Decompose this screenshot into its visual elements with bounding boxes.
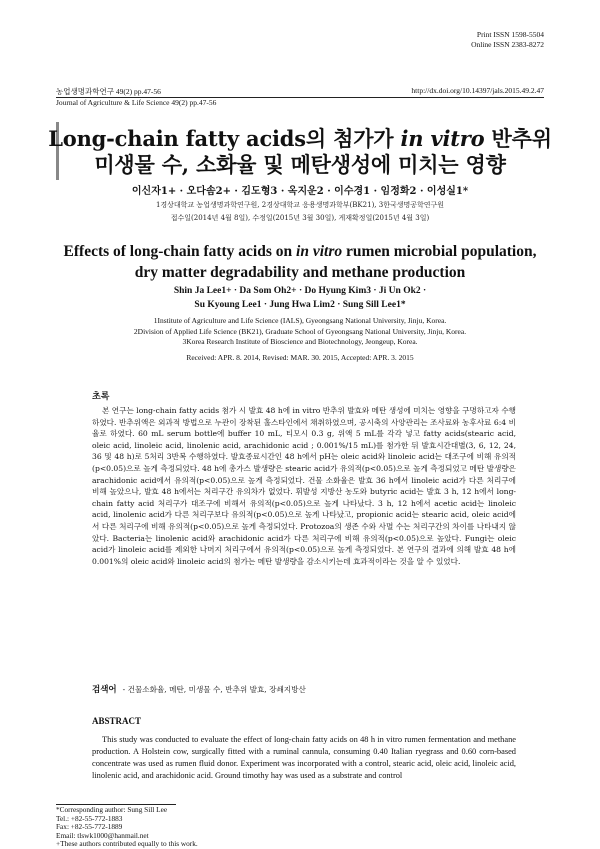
journal-header-line bbox=[56, 86, 544, 97]
online-issn: Online ISSN 2383-8272 bbox=[471, 40, 544, 49]
english-title-line2: dry matter degradability and methane production bbox=[134, 264, 466, 281]
korean-dates-line: 접수일(2014년 4월 8일), 수정일(2015년 3월 30일), 게재확정일(2015년 4월 3일) bbox=[170, 214, 430, 222]
footnote-email[interactable]: Email: tlswk1000@hanmail.net bbox=[56, 830, 149, 840]
footnote-corresponding: *Corresponding author: Sung Sill Lee bbox=[56, 805, 168, 814]
english-affiliation-2: 2Division of Applied Life Science (BK21), Graduate School of Gyeongsang National University, Jinju, Korea. bbox=[133, 326, 467, 336]
english-affiliation-1: 1Institute of Agriculture and Life Science (IALS), Gyeongsang National University, Jinju, Korea. bbox=[153, 316, 447, 325]
english-abstract-body: This study was conducted to evaluate the effect of long-chain fatty acids on 48 h in vitro rumen fermentation and methane production. A Holstein cow, surgically fitted with a ruminal cannula, consuming 0.40 Italian ryegrass and 0.60 corn-based concentrate was used as rumen fluid donor. Experiment was incorporated with a control, stearic acid, oleic acid, linoleic acid, linolenic acid, and arachidonic acid. Ground timothy hay was used as a substrate and control bbox=[92, 735, 516, 780]
keywords-label: 검색어 bbox=[92, 685, 117, 695]
korean-authors: 이신자1+ · 오다솜2+ · 김도형3 · 옥지운2 · 이수경1 · 임정화2 · 이성실1* bbox=[131, 186, 469, 197]
english-authors-line1: Shin Ja Lee1+ · Da Som Oh2+ · Do Hyung Kim3 · Ji Un Ok2 · bbox=[173, 286, 427, 296]
footnote-fax: Fax: +82-55-772-1889 bbox=[56, 822, 123, 832]
english-affiliation-3: 3Korea Research Institute of Bioscience and Biotechnology, Jeongeup, Korea. bbox=[182, 337, 418, 346]
korean-title-line2: 미생물 수, 소화율 및 메탄생성에 미치는 영향 bbox=[94, 152, 506, 177]
korean-title-line1-a: Long-chain fatty acids의 첨가가 bbox=[48, 126, 401, 151]
korean-abstract-body: 본 연구는 long-chain fatty acids 첨가 시 발효 48 h에 in vitro 반추위 발효와 메탄 생성에 미치는 영향을 구명하고자 수행하였다. 반추위액은 외과적 방법으로 누관이 장착된 홀스타인에서 채취하였으며, 공시축의 사양관리는 조사료와 농후사료 6:4 비율로 하였다. 60 mL serum bottle에 buffer 10 mL, 티모시 0.3 g, 위액 5 mL를 각각 넣고 fatty acids(stearic acid, oleic acid, linoleic acid, linolenic acid, arachidonic acid ; 0.001%/15 mL)를 첨가한 뒤 발효시간대별(3, 6, 12, 24, 36 및 48 h)로 5처리 3반복 수행하였다. 발효종료시간인 48 h에서 pH는 oleic acid와 linoleic acid는 대조구에 비해 유의적(p<0.05)으로 높게 측정되었다. 48 h에 총가스 발생량은 stearic acid가 유의적(p<0.05)으로 높게 측정되었고 메탄 발생량은 arachidonic acid에서 유의적(p<0.05)으로 높게 측정되었다. 건물 소화율은 발효 36 h에서 linoleic acid가 다른 처리구에 비해 높았으나, 발효 48 h에서는 처리구간 유의차가 없었다. 휘발성 지방산 농도와 butyric acid는 발효 3 h, 12 h에서 long-chain fatty acid 처리구가 대조구에 비해서 유의적(p<0.05)으로 높게 나타났다. 3 h, 12 h에서 acetic acid는 linoleic acid, linolenic acid가 다른 처리구보다 유의적(p<0.05)으로 높게 나타났고, propionic acid는 stearic acid, oleic acid에서 다른 처리구에 비해 유의적(p<0.05)으로 높게 측정되었다. Protozoa의 생존 수와 사멸 수는 처리구간의 차이를 나타내지 않았다. Bacteria는 linolenic acid와 arachidonic acid가 다른 처리구에 비해 유의적(p<0.05)으로 높았다. Fungi는 oleic acid가 linoleic acid를 제외한 나머지 처리구에서 유의적(p<0.05)으로 높게 측정되었다. 본 연구의 결과에 의해 발효 48 h에 0.001%의 oleic acid와 linoleic acid의 첨가는 메탄 발생량을 감소시키는데 효과적이라는 것을 알 수 있었다. bbox=[92, 406, 516, 566]
english-affiliations bbox=[0, 316, 600, 348]
doi-link[interactable]: http://dx.doi.org/10.14397/jals.2015.49.2.47 bbox=[411, 86, 544, 95]
english-title-italic: in vitro bbox=[296, 243, 343, 260]
korean-affiliations bbox=[0, 199, 600, 225]
keywords-list: - 건물소화율, 메탄, 미생물 수, 반추위 발효, 장쇄지방산 bbox=[122, 685, 306, 694]
footnote-equal-contribution: +These authors contributed equally to this work. bbox=[56, 839, 198, 849]
english-abstract-heading: ABSTRACT bbox=[92, 716, 142, 726]
journal-ko: 농업생명과학연구 49(2) pp.47-56 bbox=[56, 87, 161, 96]
korean-title bbox=[0, 126, 600, 178]
issn-block bbox=[471, 30, 544, 50]
footnotes bbox=[56, 806, 198, 849]
english-authors-line2: Su Kyoung Lee1 · Jung Hwa Lim2 · Sung Sill Lee1* bbox=[194, 300, 406, 310]
korean-affiliation-line: 1경상대학교 농업생명과학연구원, 2경상대학교 응용생명과학부(BK21), 3한국생명공학연구원 bbox=[155, 201, 445, 209]
english-title-line1-a: Effects of long-chain fatty acids on bbox=[63, 243, 297, 260]
korean-title-italic: in vitro bbox=[400, 126, 485, 151]
keywords-line bbox=[92, 683, 516, 695]
journal-en: Journal of Agriculture & Life Science 49(2) pp.47-56 bbox=[56, 98, 217, 107]
print-issn: Print ISSN 1598-5504 bbox=[476, 30, 544, 39]
korean-title-line1-b: 반추위 bbox=[484, 126, 552, 151]
english-title bbox=[0, 241, 600, 283]
footnote-tel: Tel.: +82-55-772-1883 bbox=[56, 813, 123, 823]
english-dates: Received: APR. 8. 2014, Revised: MAR. 30. 2015, Accepted: APR. 3. 2015 bbox=[186, 353, 414, 362]
english-authors bbox=[0, 284, 600, 312]
english-title-line1-b: rumen microbial population, bbox=[342, 243, 537, 260]
korean-abstract-heading: 초록 bbox=[92, 392, 110, 402]
